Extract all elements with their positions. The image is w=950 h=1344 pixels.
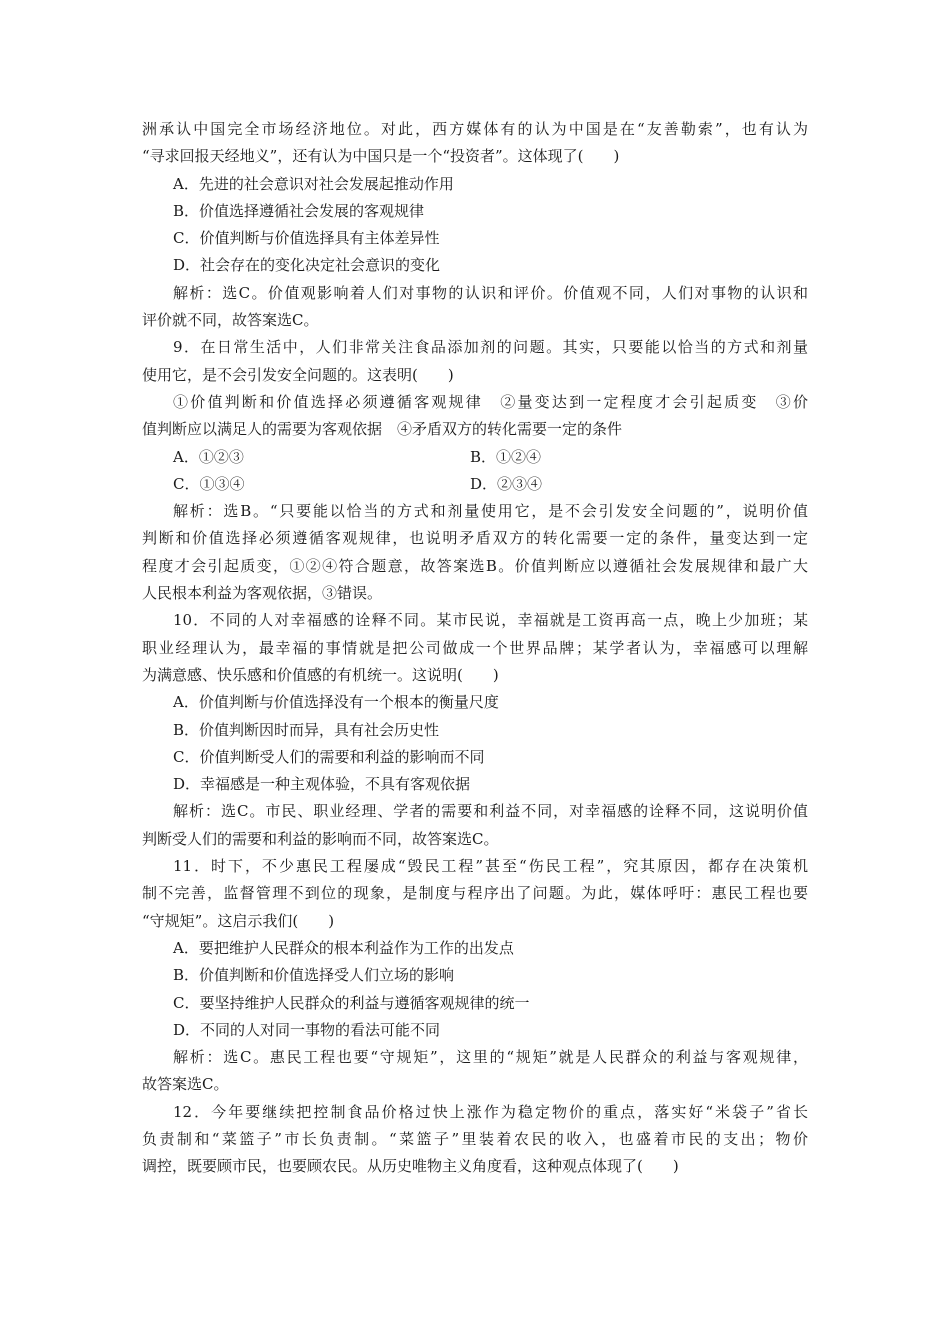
q12-stem-line3: 调控，既要顾市民，也要顾农民。从历史唯物主义角度看，这种观点体现了( ) [142, 1157, 679, 1176]
q8-option-d: D．社会存在的变化决定社会意识的变化 [173, 256, 441, 275]
q11-analysis-line2: 故答案选C。 [142, 1075, 229, 1094]
q9-analysis-line4: 人民根本利益为客观依据，③错误。 [142, 584, 383, 603]
q11-option-d: D．不同的人对同一事物的看法可能不同 [173, 1020, 441, 1039]
q9-items-line2: 值判断应以满足人的需要为客观依据 ④矛盾双方的转化需要一定的条件 [142, 420, 623, 439]
q11-stem-line1: 11．时下，不少惠民工程屡成“毁民工程”甚至“伤民工程”，究其原因，都存在决策机 [173, 857, 808, 876]
q10-option-d: D．幸福感是一种主观体验，不具有客观依据 [173, 775, 471, 794]
q8-option-b: B．价值选择遵循社会发展的客观规律 [173, 201, 425, 220]
q11-stem-line3: “守规矩”。这启示我们( ) [142, 911, 335, 930]
q10-analysis-line2: 判断受人们的需要和利益的影响而不同，故答案选C。 [142, 829, 499, 848]
q10-option-c: C．价值判断受人们的需要和利益的影响而不同 [173, 747, 485, 766]
q9-option-b: B．①②④ [470, 447, 542, 466]
q9-option-d: D．②③④ [470, 474, 543, 493]
q9-stem-line1: 9．在日常生活中，人们非常关注食品添加剂的问题。其实，只要能以恰当的方式和剂量 [173, 338, 808, 357]
q8-stem-line2: “寻求回报天经地义”，还有认为中国只是一个“投资者”。这体现了( ) [142, 147, 620, 166]
q11-option-b: B．价值判断和价值选择受人们立场的影响 [173, 966, 455, 985]
q9-analysis-line3: 程度才会引起质变，①②④符合题意，故答案选B。价值判断应以遵循社会发展规律和最广大 [142, 556, 808, 575]
q10-option-a: A．价值判断与价值选择没有一个根本的衡量尺度 [173, 693, 499, 712]
document-body [142, 116, 808, 1181]
q10-stem-line3: 为满意感、快乐感和价值感的有机统一。这说明( ) [142, 665, 499, 684]
q10-option-b: B．价值判断因时而异，具有社会历史性 [173, 720, 440, 739]
q10-stem-line1: 10．不同的人对幸福感的诠释不同。某市民说，幸福就是工资再高一点，晚上少加班；某 [173, 611, 808, 630]
q8-option-a: A．先进的社会意识对社会发展起推动作用 [173, 174, 454, 193]
q11-option-a: A．要把维护人民群众的根本利益作为工作的出发点 [173, 938, 514, 957]
q12-stem-line1: 12．今年要继续把控制食品价格过快上涨作为稳定物价的重点，落实好“米袋子”省长 [173, 1102, 808, 1121]
q11-analysis-line1: 解析：选C。惠民工程也要“守规矩”，这里的“规矩”就是人民群众的利益与客观规律， [173, 1048, 808, 1067]
q8-analysis-line1: 解析：选C。价值观影响着人们对事物的认识和评价。价值观不同，人们对事物的认识和 [173, 283, 808, 302]
q9-items-line1: ①价值判断和价值选择必须遵循客观规律 ②量变达到一定程度才会引起质变 ③价 [173, 392, 808, 411]
q9-stem-line2: 使用它，是不会引发安全问题的。这表明( ) [142, 365, 454, 384]
q9-option-c: C．①③④ [173, 474, 245, 493]
q8-stem-line1: 洲承认中国完全市场经济地位。对此，西方媒体有的认为中国是在“友善勒索”，也有认为 [142, 120, 808, 138]
q11-option-c: C．要坚持维护人民群众的利益与遵循客观规律的统一 [173, 993, 530, 1012]
q11-stem-line2: 制不完善，监督管理不到位的现象，是制度与程序出了问题。为此，媒体呼吁：惠民工程也要 [142, 884, 808, 903]
q12-stem-line2: 负责制和“菜篮子”市长负责制。“菜篮子”里装着农民的收入，也盛着市民的支出；物价 [142, 1129, 808, 1148]
q9-option-a: A．①②③ [173, 447, 244, 466]
q9-options-row2 [142, 471, 808, 498]
q10-analysis-line1: 解析：选C。市民、职业经理、学者的需要和利益不同，对幸福感的诠释不同，这说明价值 [173, 802, 808, 821]
q9-analysis-line2: 判断和价值选择必须遵循客观规律，也说明矛盾双方的转化需要一定的条件，量变达到一定 [142, 529, 808, 548]
q8-option-c: C．价值判断与价值选择具有主体差异性 [173, 229, 440, 248]
q10-stem-line2: 职业经理认为，最幸福的事情就是把公司做成一个世界品牌；某学者认为，幸福感可以理解 [142, 638, 808, 657]
q9-options-row1 [142, 444, 808, 471]
q8-analysis-line2: 评价就不同，故答案选C。 [142, 311, 319, 330]
q9-analysis-line1: 解析：选B。“只要能以恰当的方式和剂量使用它，是不会引发安全问题的”，说明价值 [173, 502, 808, 521]
